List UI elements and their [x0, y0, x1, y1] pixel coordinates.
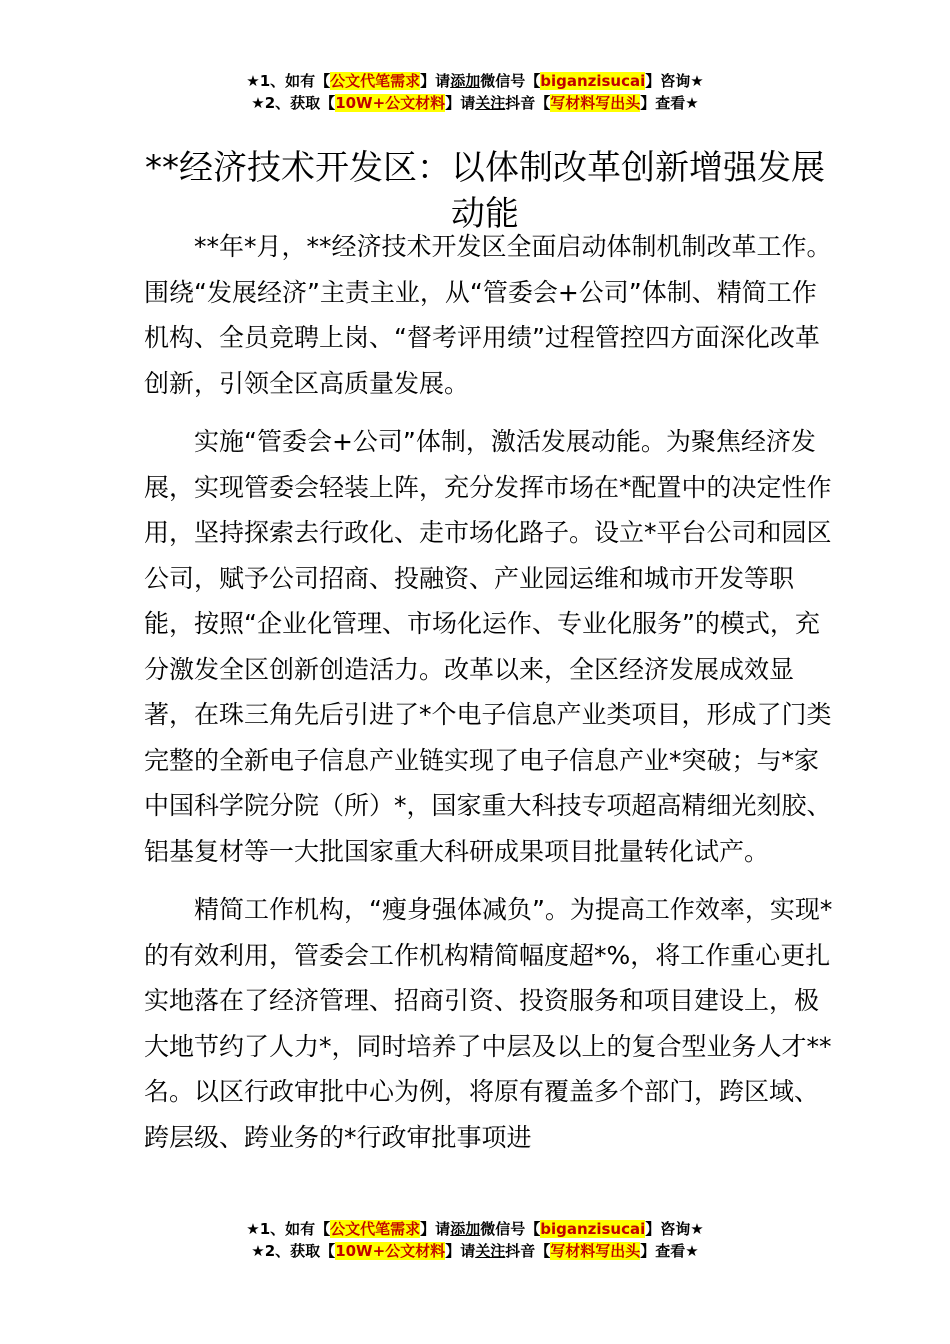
- promo-underlined: 添加: [450, 72, 481, 90]
- promo-highlight: 写材料写出头: [550, 1242, 641, 1260]
- promo-text: 】请: [420, 1220, 451, 1238]
- promo-line-2: [0, 1240, 950, 1262]
- promo-highlight: biganzisucai: [540, 72, 646, 90]
- promo-text: 】查看★: [640, 94, 699, 112]
- promo-highlight: 写材料写出头: [550, 94, 641, 112]
- promo-text: 】查看★: [640, 1242, 699, 1260]
- bottom-promo-banner: [0, 1218, 950, 1262]
- promo-text: 微信号【: [480, 1220, 541, 1238]
- paragraph: 精简工作机构，“瘦身强体减负”。为提高工作效率，实现*的有效利用，管委会工作机构精简幅度超*%，将工作重心更扎实地落在了经济管理、招商引资、投资服务和项目建设上，极大地节约了人力*，同时培养了中层及以上的复合型业务人才**名。以区行政审批中心为例，将原有覆盖多个部门，跨区域、跨层级、跨业务的*行政审批事项进: [144, 895, 833, 1152]
- document-body: [144, 224, 834, 1173]
- promo-highlight: 10W+公文材料: [335, 94, 446, 112]
- promo-text: ★1、如有【: [246, 1220, 331, 1238]
- promo-text: 】请: [420, 72, 451, 90]
- promo-underlined: 关注: [475, 94, 506, 112]
- promo-line-1: [0, 1218, 950, 1240]
- promo-highlight: 公文代笔需求: [330, 72, 421, 90]
- promo-line-1: [0, 70, 950, 92]
- promo-text: 】咨询★: [645, 72, 704, 90]
- promo-text: ★2、获取【: [251, 94, 336, 112]
- top-promo-banner: [0, 70, 950, 114]
- promo-text: 微信号【: [480, 72, 541, 90]
- promo-highlight: 公文代笔需求: [330, 1220, 421, 1238]
- document-title: **经济技术开发区：以体制改革创新增强发展动能: [145, 147, 825, 234]
- promo-text: 】咨询★: [645, 1220, 704, 1238]
- promo-highlight: 10W+公文材料: [335, 1242, 446, 1260]
- promo-text: ★2、获取【: [251, 1242, 336, 1260]
- promo-text: ★1、如有【: [246, 72, 331, 90]
- promo-highlight: biganzisucai: [540, 1220, 646, 1238]
- promo-text: 】请: [445, 1242, 476, 1260]
- promo-text: 抖音【: [505, 1242, 551, 1260]
- promo-text: 】请: [445, 94, 476, 112]
- promo-line-2: [0, 92, 950, 114]
- promo-underlined: 关注: [475, 1242, 506, 1260]
- promo-text: 抖音【: [505, 94, 551, 112]
- paragraph: **年*月，**经济技术开发区全面启动体制机制改革工作。围绕“发展经济”主责主业，从“管委会+公司”体制、精简工作机构、全员竞聘上岗、“督考评用绩”过程管控四方面深化改革创新，引领全区高质量发展。: [144, 232, 832, 398]
- paragraph: 实施“管委会+公司”体制，激活发展动能。为聚焦经济发展，实现管委会轻装上阵，充分发挥市场在*配置中的决定性作用，坚持探索去行政化、走市场化路子。设立*平台公司和园区公司，赋予公司招商、投融资、产业园运维和城市开发等职能，按照“企业化管理、市场化运作、专业化服务”的模式，充分激发全区创新创造活力。改革以来，全区经济发展成效显著，在珠三角先后引进了*个电子信息产业类项目，形成了门类完整的全新电子信息产业链实现了电子信息产业*突破；与*家中国科学院分院（所）*，国家重大科技专项超高精细光刻胶、铝基复材等一大批国家重大科研成果项目批量转化试产。: [144, 427, 832, 866]
- promo-underlined: 添加: [450, 1220, 481, 1238]
